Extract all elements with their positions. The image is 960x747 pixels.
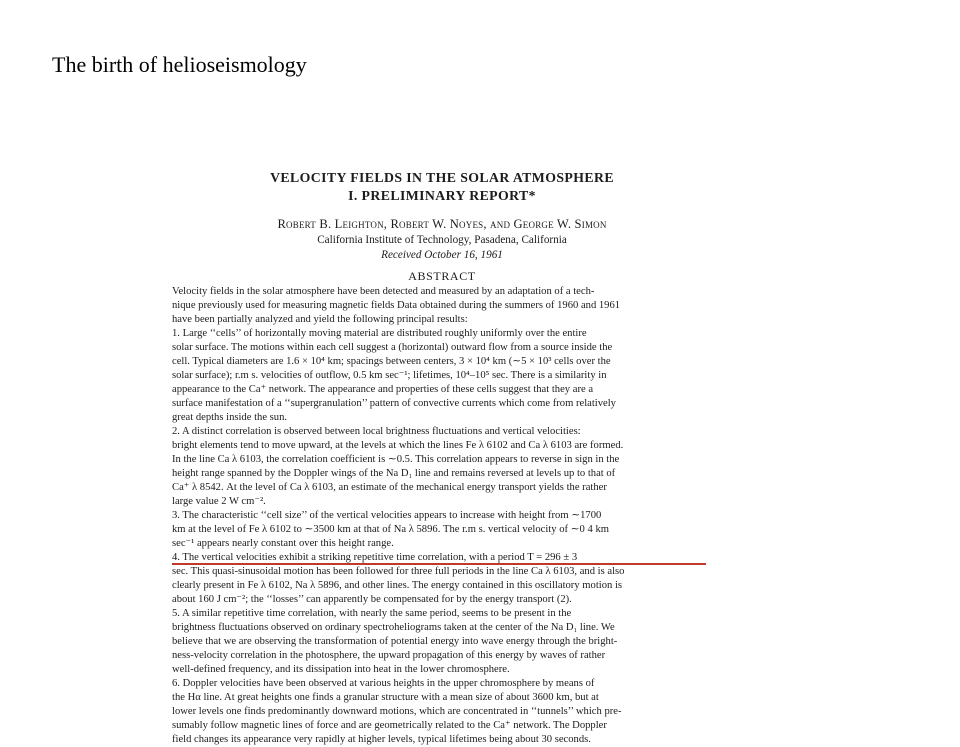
- abstract-line: bright elements tend to move upward, at the levels at which the lines Fe λ 6102 and Ca λ 6103 are formed.: [172, 440, 624, 451]
- abstract-line: sec⁻¹ appears nearly constant over this height range.: [172, 538, 394, 549]
- abstract-body: [172, 285, 712, 747]
- slide-title: The birth of helioseismology: [52, 52, 307, 77]
- abstract-line: about 160 J cm⁻²; the ‘‘losses’’ can apparently be compensated for by the energy transport (2).: [172, 594, 572, 605]
- abstract-line: 5. A similar repetitive time correlation, with nearly the same period, seems to be present in the: [172, 608, 572, 619]
- abstract-line: well-defined frequency, and its dissipation into heat in the lower chromosphere.: [172, 664, 510, 675]
- abstract-line: believe that we are observing the transformation of potential energy into wave energy through the bright-: [172, 636, 618, 647]
- abstract-line: large value 2 W cm⁻².: [172, 496, 266, 507]
- paper-affiliation: California Institute of Technology, Pasadena, California: [317, 234, 567, 246]
- paper-received-date: Received October 16, 1961: [381, 249, 503, 261]
- abstract-line: surface manifestation of a ‘‘supergranulation’’ pattern of convective currents which come from relatively: [172, 398, 616, 409]
- abstract-line: brightness fluctuations observed on ordinary spectroheliograms taken at the center of the Na D₁ line. We: [172, 622, 615, 633]
- abstract-line: height range spanned by the Doppler wings of the Na D₁ line and remains reversed at levels up to that of: [172, 468, 616, 479]
- abstract-line: solar surface); r.m s. velocities of outflow, 0.5 km sec⁻¹; lifetimes, 10⁴–10⁵ sec. There is a similarity in: [172, 370, 607, 381]
- abstract-line: sumably follow magnetic lines of force and are geometrically related to the Ca⁺ network. The Doppler: [172, 720, 607, 731]
- paper-title: [172, 168, 712, 205]
- abstract-line: nique previously used for measuring magnetic fields Data obtained during the summers of 1960 and 1961: [172, 300, 621, 311]
- paper-title-line-2: I. PRELIMINARY REPORT*: [348, 188, 536, 203]
- abstract-line: 2. A distinct correlation is observed between local brightness fluctuations and vertical velocities:: [172, 426, 581, 437]
- abstract-line: the Hα line. At great heights one finds a granular structure with a mean size of about 3600 km, but at: [172, 692, 599, 703]
- abstract-line: Ca⁺ λ 8542. At the level of Ca λ 6103, an estimate of the mechanical energy transport yields the rather: [172, 482, 607, 493]
- paper-authors: Robert B. Leighton, Robert W. Noyes, and George W. Simon: [277, 217, 607, 231]
- abstract-line: In the line Ca λ 6103, the correlation coefficient is ∼0.5. This correlation appears to reverse in sign in the: [172, 454, 620, 465]
- abstract-line: clearly present in Fe λ 6102, Na λ 5896, and other lines. The energy contained in this oscillatory motion is: [172, 580, 623, 591]
- abstract-line: Velocity fields in the solar atmosphere have been detected and measured by an adaptation of a tech-: [172, 286, 595, 297]
- abstract-line-highlighted: 4. The vertical velocities exhibit a striking repetitive time correlation, with a period T = 296 ± 3: [172, 551, 712, 565]
- abstract-line: sec. This quasi-sinusoidal motion has been followed for three full periods in the line Ca λ 6103, and is also: [172, 566, 625, 577]
- abstract-line: cell. Typical diameters are 1.6 × 10⁴ km; spacings between centers, 3 × 10⁴ km (∼5 × 10³ cells over the: [172, 356, 611, 367]
- paper-scan: [172, 168, 712, 745]
- abstract-line: field changes its appearance very rapidly at higher levels, typical lifetimes being about 30 seconds.: [172, 734, 591, 745]
- abstract-line: km at the level of Fe λ 6102 to ∼3500 km at that of Na λ 5896. The r.m s. vertical velocity of ∼0 4 km: [172, 524, 609, 535]
- paper-title-line-1: VELOCITY FIELDS IN THE SOLAR ATMOSPHERE: [270, 170, 614, 185]
- abstract-line: 1. Large ‘‘cells’’ of horizontally moving material are distributed roughly uniformly over the entire: [172, 328, 587, 339]
- abstract-line: solar surface. The motions within each cell suggest a (horizontal) outward flow from a source inside the: [172, 342, 613, 353]
- abstract-line: great depths inside the sun.: [172, 412, 288, 423]
- abstract-line: ness-velocity correlation in the photosphere, the upward propagation of this energy by waves of rather: [172, 650, 606, 661]
- abstract-line: 3. The characteristic ‘‘cell size’’ of the vertical velocities appears to increase with height from ∼1700: [172, 510, 602, 521]
- abstract-line: have been partially analyzed and yield the following principal results:: [172, 314, 468, 325]
- abstract-heading: ABSTRACT: [408, 269, 476, 283]
- abstract-line: 6. Doppler velocities have been observed at various heights in the upper chromosphere by means of: [172, 678, 595, 689]
- abstract-line: appearance to the Ca⁺ network. The appearance and properties of these cells suggest that they are a: [172, 384, 594, 395]
- abstract-line: lower levels one finds predominantly downward motions, which are concentrated in ‘‘tunnels’’ which pre-: [172, 706, 622, 717]
